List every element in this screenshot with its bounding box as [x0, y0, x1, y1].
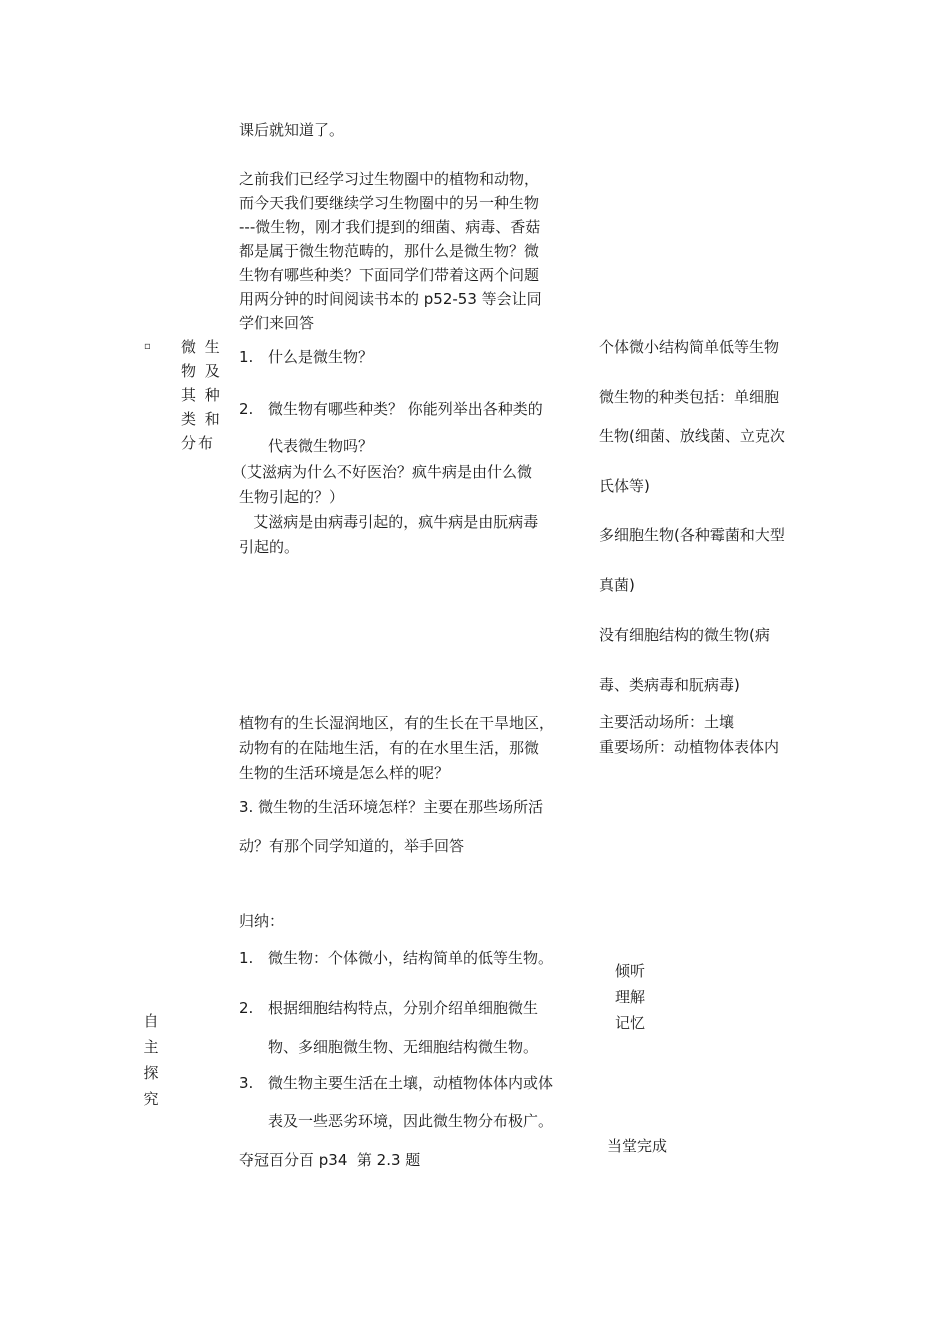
autonomy-label: [140, 1008, 162, 1112]
complete-label: 当堂完成: [607, 1137, 668, 1155]
answer-2-line: 微生物的种类包括：单细胞: [599, 388, 780, 406]
answer-3-line: 重要场所：动植物体表体内: [599, 738, 780, 756]
intro-line: 学们来回答: [239, 314, 315, 332]
answer-3-line: 主要活动场所：土壤: [599, 713, 735, 731]
listen-line: 记忆: [615, 1014, 646, 1032]
section-title-line: 类 和: [181, 410, 222, 428]
section-title-line: 微 生: [181, 338, 222, 356]
listen-line: 理解: [615, 988, 646, 1006]
answer-2-line: 生物(细菌、放线菌、立克次: [599, 427, 785, 445]
summary-2-line: 物、多细胞微生物、无细胞结构微生物。: [268, 1038, 539, 1056]
answer-2-line: 真菌): [599, 576, 635, 594]
summary-1: 微生物：个体微小，结构简单的低等生物。: [268, 949, 554, 967]
section-title: [181, 335, 222, 455]
question-1-number: 1.: [239, 348, 254, 366]
answer-2-line: 没有细胞结构的微生物(病: [599, 626, 770, 644]
summary-3-number: 3.: [239, 1074, 254, 1092]
summary-2-line: 根据细胞结构特点，分别介绍单细胞微生: [268, 999, 539, 1017]
autonomy-char: 自: [143, 1012, 159, 1030]
exercise-reference: 夺冠百分百 p34 第 2.3 题: [239, 1151, 421, 1169]
answer-2-line: 多细胞生物(各种霉菌和大型: [599, 526, 785, 544]
question-2-line: 微生物有哪些种类？ 你能列举出各种类的: [268, 400, 543, 418]
summary-2-number: 2.: [239, 999, 254, 1017]
section-title-line: 分布: [181, 434, 216, 452]
intro-line: ---微生物，刚才我们提到的细菌、病毒、香菇: [239, 218, 541, 236]
aids-answer-line: 引起的。: [239, 538, 300, 556]
intro-line: 都是属于微生物范畴的，那什么是微生物？微: [239, 242, 540, 260]
question-1: 什么是微生物？: [268, 348, 374, 366]
question-3-line: 3. 微生物的生活环境怎样？主要在那些场所活: [239, 798, 544, 816]
environment-line: 生物的生活环境是怎么样的呢？: [239, 764, 450, 782]
section-title-line: 物 及: [181, 362, 222, 380]
intro-paragraph: [239, 167, 542, 335]
paragraph-top: 课后就知道了。: [239, 121, 345, 139]
question-2-line: 代表微生物吗？: [268, 437, 374, 455]
autonomy-char: 主: [143, 1038, 159, 1056]
summary-3-line: 表及一些恶劣环境，因此微生物分布极广。: [268, 1112, 554, 1130]
autonomy-char: 究: [143, 1090, 159, 1108]
listen-line: 倾听: [615, 962, 646, 980]
intro-line: 生物有哪些种类？下面同学们带着这两个问题: [239, 266, 540, 284]
summary-1-number: 1.: [239, 949, 254, 967]
environment-line: 植物有的生长湿润地区，有的生长在干旱地区，: [239, 714, 555, 732]
intro-line: 而今天我们要继续学习生物圈中的另一种生物: [239, 194, 540, 212]
aids-question-line: （艾滋病为什么不好医治？疯牛病是由什么微: [232, 463, 533, 481]
question-2-number: 2.: [239, 400, 254, 418]
question-3-line: 动？有那个同学知道的，举手回答: [239, 837, 465, 855]
autonomy-char: 探: [143, 1064, 159, 1082]
summary-title: 归纳：: [239, 912, 285, 930]
answer-2-line: 毒、类病毒和朊病毒): [599, 676, 740, 694]
answer-1: 个体微小结构简单低等生物: [599, 338, 780, 356]
intro-line: 用两分钟的时间阅读书本的 p52-53 等会让同: [239, 290, 542, 308]
summary-3-line: 微生物主要生活在土壤，动植物体体内或体: [268, 1074, 554, 1092]
listen-label: [615, 958, 645, 1036]
aids-question-line: 生物引起的？）: [239, 488, 345, 506]
bullet-marker: ▫: [144, 341, 151, 352]
section-title-line: 其 种: [181, 386, 222, 404]
answer-2-line: 氏体等): [599, 477, 650, 495]
intro-line: 之前我们已经学习过生物圈中的植物和动物，: [239, 170, 540, 188]
environment-line: 动物有的在陆地生活，有的在水里生活，那微: [239, 739, 540, 757]
aids-answer-line: 艾滋病是由病毒引起的，疯牛病是由朊病毒: [239, 513, 539, 531]
